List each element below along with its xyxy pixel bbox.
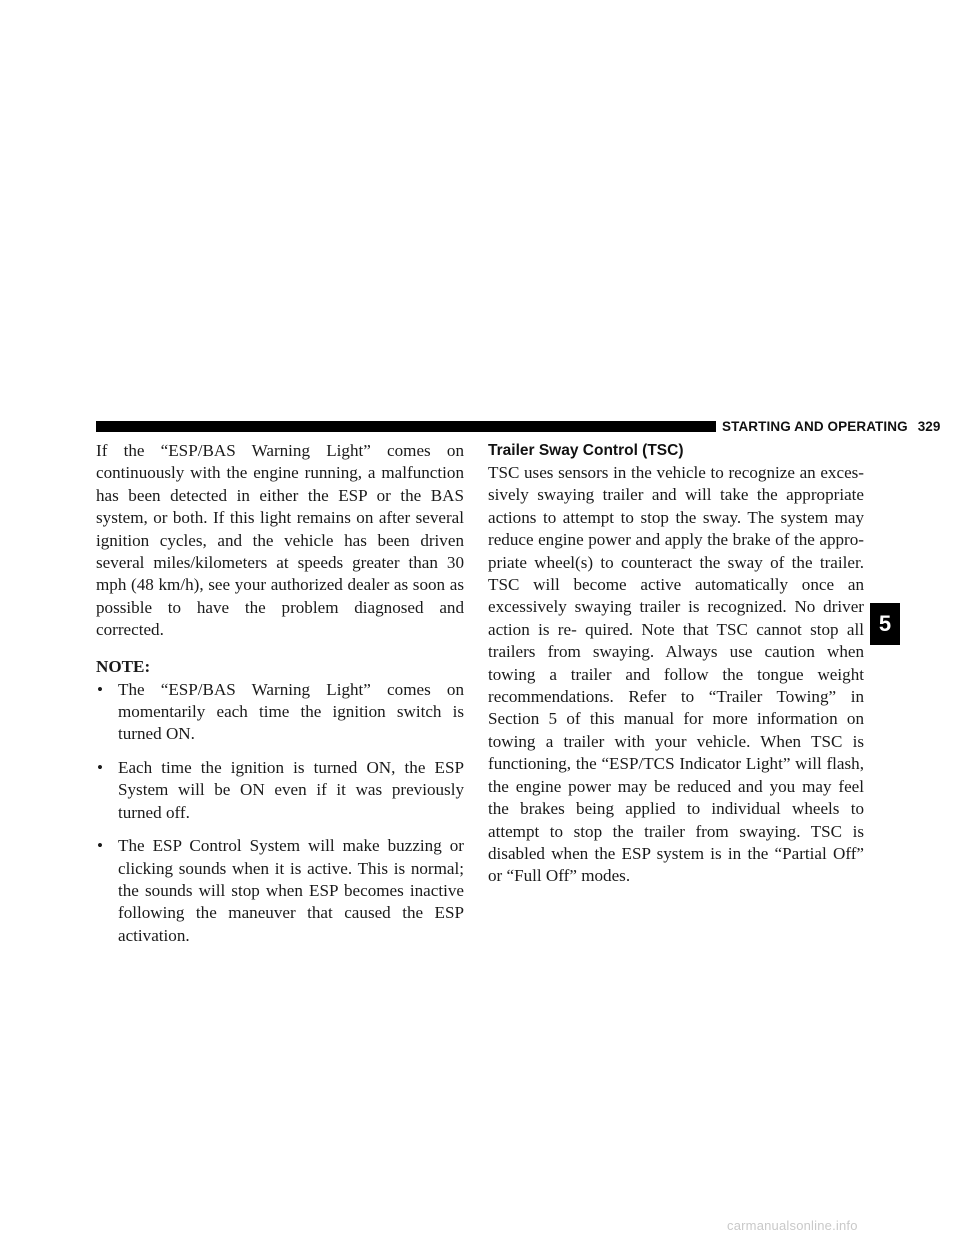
intro-paragraph: If the “ESP/BAS Warning Light” comes on continuously with the engine running, a malfunction has been detected in either the ESP or the BAS system, or both. If this light remains on after several ignition cycles, and the vehicle has been driven several miles/kilometers at speeds greater than 30 mph (48 km/h), see your authorized dealer as soon as possible to have the problem diagnosed and corrected. [96, 441, 464, 640]
section-heading: Trailer Sway Control (TSC) [488, 442, 684, 459]
bullet-marker: • [97, 836, 103, 856]
running-header [722, 418, 941, 435]
bullet-text: The “ESP/BAS Warning Light” comes on momentarily each time the ignition switch is turned ON. [118, 679, 464, 744]
tsc-paragraph: TSC uses sensors in the vehicle to recognize an exces- sively swaying trailer and will take the appropriate actions to attempt to stop the sway. The system may reduce engine power and apply the brake of the appro- priate wheel(s) to counteract the sway of the trailer. TSC will become active automatically once an excessively swaying trailer is recognized. No driver action is re- quired. Note that TSC cannot stop all trailers from swaying. Always use caution when towing a trailer and follow the tongue weight recommendations. Refer to “Trailer Towing” in Section 5 of this manual for more information on towing a trailer with your vehicle. When TSC is functioning, the “ESP/TCS Indicator Light” will flash, the engine power may be reduced and you may feel the brakes being applied to individual wheels to attempt to stop the trailer from swaying. TSC is disabled when the ESP system is in the “Partial Off” or “Full Off” modes. [488, 463, 864, 886]
bullet-marker: • [97, 679, 103, 699]
note-bullet-list [96, 679, 464, 947]
bullet-text: The ESP Control System will make buzzing or clicking sounds when it is active. This is normal; the sounds will stop when ESP becomes inactive following the maneuver that caused the ESP activation. [118, 836, 464, 945]
page-number: 329 [917, 419, 941, 434]
header-rule-bar [96, 421, 716, 432]
note-bullet-item [96, 679, 464, 746]
bullet-marker: • [97, 757, 103, 777]
left-column [96, 440, 464, 958]
note-bullet-item [96, 757, 464, 824]
watermark: carmanualsonline.info [727, 1218, 858, 1233]
note-heading: NOTE: [96, 656, 151, 676]
section-tab-label: 5 [878, 611, 892, 636]
bullet-text: Each time the ignition is turned ON, the ESP System will be ON even if it was previously turned off. [118, 757, 464, 822]
section-tab [870, 603, 900, 645]
section-title: STARTING AND OPERATING [722, 419, 908, 434]
right-column [488, 441, 864, 888]
note-bullet-item [96, 835, 464, 947]
